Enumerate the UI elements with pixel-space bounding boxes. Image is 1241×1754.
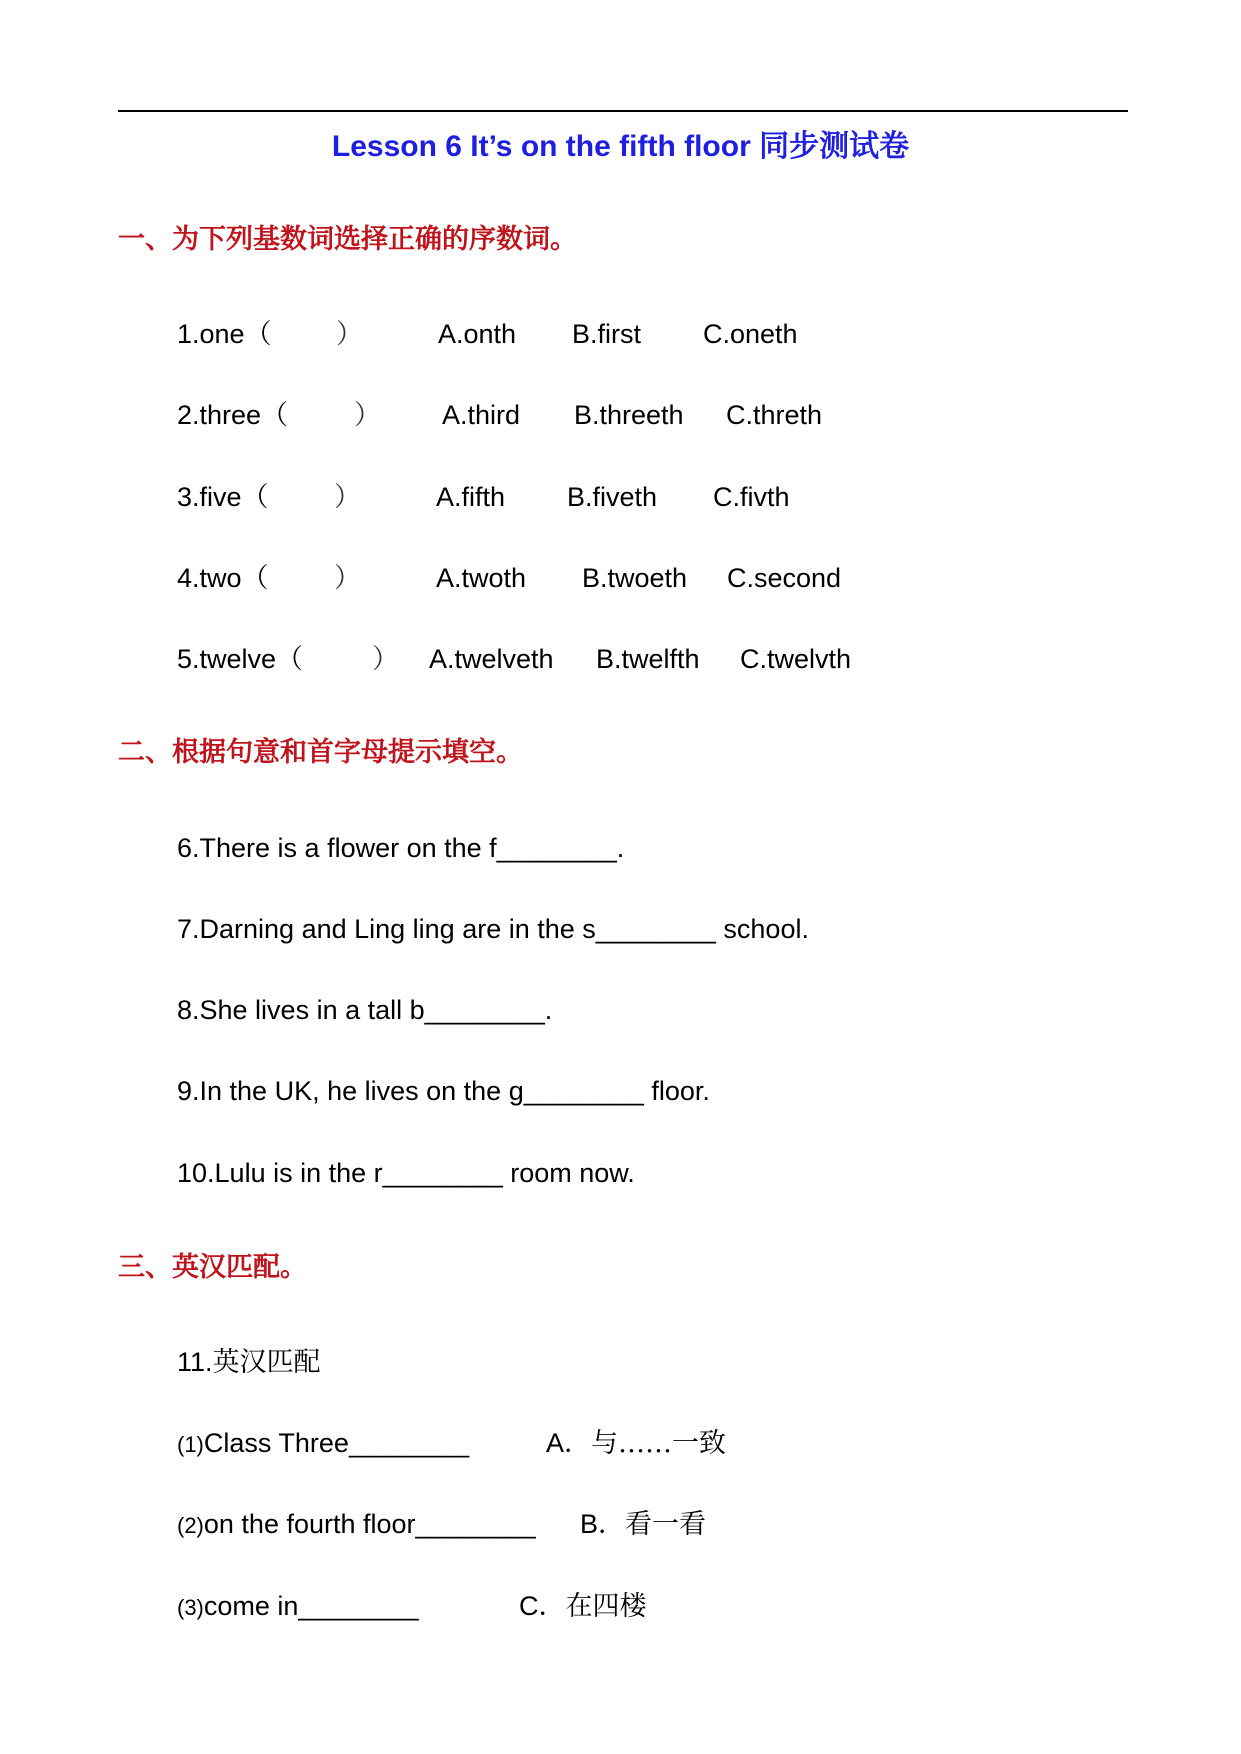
- question-stem: 3.five（: [177, 482, 269, 512]
- option-b: B.twoeth: [582, 563, 688, 593]
- match-number: (1): [177, 1432, 204, 1457]
- option-c: C.fivth: [713, 482, 790, 512]
- match-term: [177, 1506, 536, 1544]
- match-term: [177, 1425, 469, 1463]
- option-b: B.threeth: [574, 400, 684, 430]
- answer-paren-close: ）: [372, 644, 399, 674]
- section-3-heading: 三、英汉匹配。: [118, 1252, 307, 1283]
- option-text: 与……一致: [591, 1428, 727, 1459]
- option-c: C.oneth: [703, 319, 798, 349]
- answer-paren-close: ）: [336, 319, 363, 349]
- option-a: A.twelveth: [429, 644, 554, 674]
- question-9: 9.In the UK, he lives on the g________ floor.: [177, 1076, 710, 1106]
- question-11: [177, 1344, 321, 1381]
- option-letter: A．: [546, 1428, 592, 1458]
- option-text: 在四楼: [565, 1591, 647, 1622]
- question-stem: 5.twelve（: [177, 644, 304, 674]
- match-term: [177, 1588, 419, 1626]
- answer-paren-close: ）: [334, 482, 361, 512]
- question-6: 6.There is a flower on the f________.: [177, 833, 625, 863]
- question-number: 11.: [177, 1347, 213, 1377]
- option-a: A.fifth: [436, 482, 506, 512]
- match-number: (2): [177, 1513, 204, 1538]
- section-1-heading: 一、为下列基数词选择正确的序数词。: [118, 224, 577, 255]
- question-8: 8.She lives in a tall b________.: [177, 995, 553, 1025]
- match-option: [580, 1506, 706, 1543]
- match-option: [546, 1425, 726, 1462]
- match-text: Class Three________: [203, 1428, 470, 1458]
- answer-paren-close: ）: [334, 563, 361, 593]
- option-letter: B．: [580, 1509, 626, 1539]
- option-c: C.twelvth: [740, 644, 852, 674]
- option-b: B.twelfth: [596, 644, 700, 674]
- question-instruction: 英汉匹配: [212, 1347, 321, 1378]
- question-7: 7.Darning and Ling ling are in the s________ school.: [177, 914, 809, 944]
- option-a: A.third: [442, 400, 521, 430]
- option-c: C.second: [727, 563, 842, 593]
- question-stem: 2.three（: [177, 400, 289, 430]
- option-c: C.threth: [726, 400, 823, 430]
- match-text: come in________: [203, 1591, 419, 1621]
- answer-paren-close: ）: [354, 400, 381, 430]
- question-10: 10.Lulu is in the r________ room now.: [177, 1158, 635, 1188]
- option-letter: C．: [519, 1591, 566, 1621]
- match-text: on the fourth floor________: [203, 1509, 536, 1539]
- top-rule: [118, 110, 1128, 112]
- option-a: A.onth: [438, 319, 517, 349]
- match-number: (3): [177, 1595, 204, 1620]
- option-b: B.fiveth: [567, 482, 658, 512]
- option-a: A.twoth: [436, 563, 527, 593]
- question-stem: 1.one（: [177, 319, 272, 349]
- option-text: 看一看: [625, 1509, 707, 1540]
- section-2-heading: 二、根据句意和首字母提示填空。: [118, 737, 523, 768]
- question-stem: 4.two（: [177, 563, 269, 593]
- option-b: B.first: [572, 319, 642, 349]
- match-option: [519, 1588, 647, 1625]
- page-title: Lesson 6 It’s on the fifth floor 同步测试卷: [331, 130, 910, 163]
